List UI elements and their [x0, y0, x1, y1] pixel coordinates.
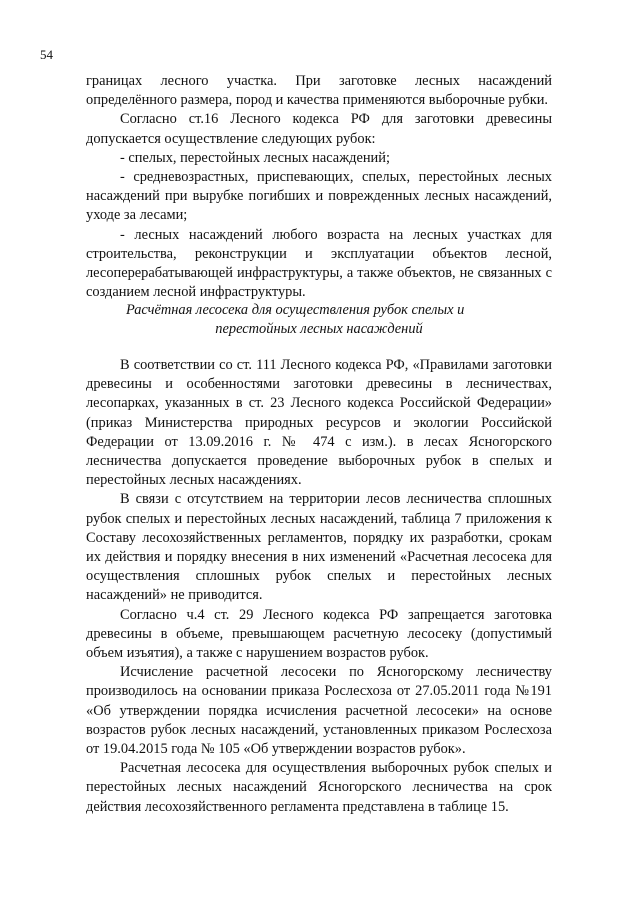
paragraph: Расчетная лесосека для осуществления выборочных рубок спелых и перестойных лесных насаждений Ясногорского лесничества на срок действия лесохозяйственного регламента представлена в таблице 15.	[86, 760, 552, 815]
paragraph: границах лесного участка. При заготовке лесных насаждений определённого размера, пород и качества применяются выборочные рубки.	[86, 73, 552, 109]
paragraph: В соответствии со ст. 111 Лесного кодекса РФ, «Правилами заготовки древесины и особенностями заготовки древесины в лесничествах, лесопарках, указанных в ст. 23 Лесного кодекса Российской Федерации» (приказ Министерства природных ресурсов и экологии Российской Федерации от 13.09.2016 г. № 474 с изм.). в лесах Ясногорского лесничества допускается проведение выборочных рубок в спелых и перестойных лесных насаждениях.	[86, 357, 552, 489]
paragraph: Согласно ст.16 Лесного кодекса РФ для заготовки древесины допускается осуществление следующих рубок:	[86, 111, 552, 147]
section-heading-line-1: Расчётная лесосека для осуществления рубок спелых и	[126, 302, 465, 318]
text-section-allowable-cut	[86, 356, 552, 817]
paragraph: Исчисление расчетной лесосеки по Ясногорскому лесничеству производилось на основании приказа Рослесхоза от 27.05.2011 года №191 «Об утверждении порядка исчисления расчетной лесосеки» на основе возрастов рубок лесных насаждений, установленных приказом Рослесхоза от 19.04.2015 года № 105 «Об утверждении возрастов рубок».	[86, 664, 552, 758]
paragraph: В связи с отсутствием на территории лесов лесничества сплошных рубок спелых и перестойных лесных насаждений, таблица 7 приложения к Составу лесохозяйственных регламентов, порядку их разработки, срокам их действия и порядку внесения в них изменений «Расчетная лесосека для осуществления сплошных рубок спелых и перестойных лесных насаждений» не приводится.	[86, 491, 552, 604]
section-heading-line-2: перестойных лесных насаждений	[215, 321, 423, 338]
list-item: - средневозрастных, приспевающих, спелых, перестойных лесных насаждений при вырубке погибших и поврежденных лесных насаждений, уходе за лесами;	[86, 169, 552, 224]
page-number: 54	[40, 47, 53, 62]
paragraph: Согласно ч.4 ст. 29 Лесного кодекса РФ запрещается заготовка древесины в объеме, превышающем расчетную лесосеку (допустимый объем изъятия), а также с нарушением возрастов рубок.	[86, 606, 552, 662]
list-item: - спелых, перестойных лесных насаждений;	[120, 149, 390, 166]
list-item: - лесных насаждений любого возраста на лесных участках для строительства, реконструкции и эксплуатации объектов лесной, лесоперерабатывающей инфраструктуры, а также объектов, не связанных с созданием лесной инфраструктуры.	[86, 226, 552, 301]
text-section-cutting-types	[86, 72, 552, 302]
section-heading	[86, 301, 552, 339]
